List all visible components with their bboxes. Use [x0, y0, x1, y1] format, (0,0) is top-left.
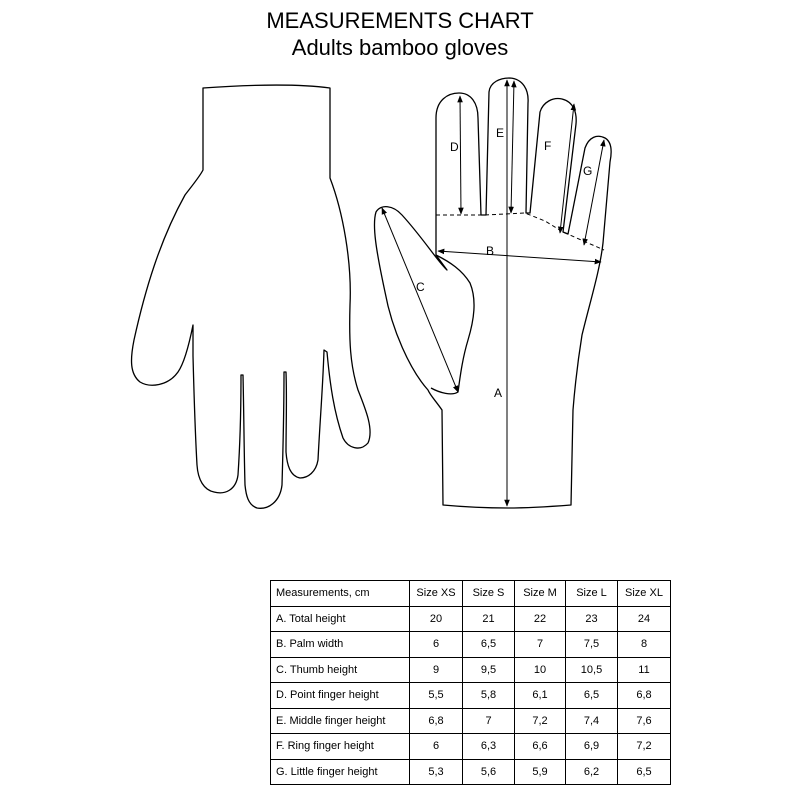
table-cell: 20: [410, 606, 463, 632]
label-f: F: [544, 139, 552, 153]
table-row: [271, 683, 671, 709]
label-g: G: [583, 164, 593, 178]
table-cell: 6: [410, 734, 463, 760]
header-cell: Size XL: [618, 581, 671, 607]
table-cell: 6,5: [566, 683, 618, 709]
finger-base-dashed-line: [436, 213, 604, 250]
arrow-b: [438, 251, 601, 262]
table-row: [271, 759, 671, 785]
table-row: [271, 734, 671, 760]
table-cell: 9: [410, 657, 463, 683]
table-cell: 24: [618, 606, 671, 632]
table-cell: 5,9: [515, 759, 566, 785]
table-cell: 21: [463, 606, 515, 632]
chart-subtitle: Adults bamboo gloves: [291, 35, 509, 60]
table-cell: 7,2: [515, 708, 566, 734]
table-cell: 7,2: [618, 734, 671, 760]
header-cell: Size L: [566, 581, 618, 607]
right-glove-outline: [374, 78, 611, 508]
chart-title: MEASUREMENTS CHART: [266, 8, 534, 33]
row-label: F. Ring finger height: [271, 734, 410, 760]
table-row: [271, 708, 671, 734]
table-cell: 7: [463, 708, 515, 734]
table-cell: 5,5: [410, 683, 463, 709]
header-cell: Size XS: [410, 581, 463, 607]
table-cell: 9,5: [463, 657, 515, 683]
row-label: D. Point finger height: [271, 683, 410, 709]
arrow-g: [584, 140, 604, 245]
table-cell: 7,5: [566, 632, 618, 658]
table-cell: 5,8: [463, 683, 515, 709]
label-e: E: [496, 126, 505, 140]
thumb-inner-contour: [431, 255, 474, 394]
label-b: B: [486, 244, 495, 258]
table-cell: 7,4: [566, 708, 618, 734]
header-cell: Measurements, cm: [271, 581, 410, 607]
table-cell: 8: [618, 632, 671, 658]
table-row: [271, 657, 671, 683]
row-label: E. Middle finger height: [271, 708, 410, 734]
table-cell: 6,8: [410, 708, 463, 734]
label-a: A: [494, 386, 503, 400]
table-cell: 6,9: [566, 734, 618, 760]
table-cell: 10,5: [566, 657, 618, 683]
arrow-e: [511, 81, 514, 213]
label-c: C: [416, 280, 425, 294]
table-row: [271, 632, 671, 658]
table-cell: 6,5: [463, 632, 515, 658]
table-cell: 11: [618, 657, 671, 683]
header-cell: Size M: [515, 581, 566, 607]
table-cell: 6,8: [618, 683, 671, 709]
table-cell: 23: [566, 606, 618, 632]
table-cell: 22: [515, 606, 566, 632]
left-glove-outline: [132, 85, 371, 508]
size-table: [270, 580, 671, 785]
table-cell: 6,1: [515, 683, 566, 709]
label-d: D: [450, 140, 459, 154]
row-label: G. Little finger height: [271, 759, 410, 785]
table-row: [271, 606, 671, 632]
row-label: C. Thumb height: [271, 657, 410, 683]
table-cell: 6,6: [515, 734, 566, 760]
table-cell: 10: [515, 657, 566, 683]
table-cell: 6: [410, 632, 463, 658]
table-cell: 6,2: [566, 759, 618, 785]
row-label: B. Palm width: [271, 632, 410, 658]
table-cell: 6,3: [463, 734, 515, 760]
table-cell: 5,6: [463, 759, 515, 785]
table-cell: 7: [515, 632, 566, 658]
table-cell: 5,3: [410, 759, 463, 785]
table-header-row: [271, 581, 671, 607]
table-cell: 7,6: [618, 708, 671, 734]
arrow-d: [460, 96, 461, 214]
row-label: A. Total height: [271, 606, 410, 632]
header-cell: Size S: [463, 581, 515, 607]
table-cell: 6,5: [618, 759, 671, 785]
